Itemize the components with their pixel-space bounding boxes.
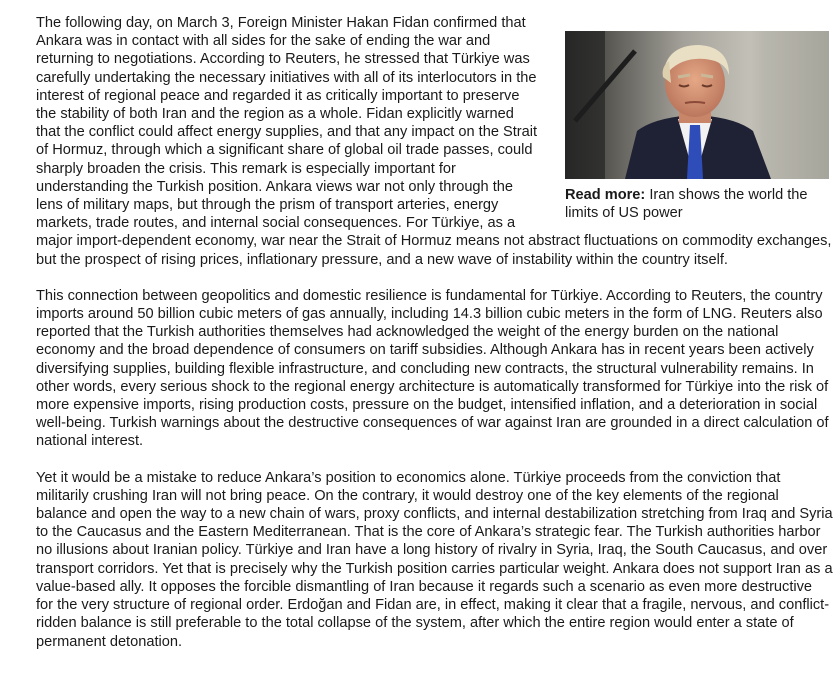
read-more-caption[interactable] [565, 186, 829, 222]
article-photo[interactable] [565, 31, 829, 179]
read-more-box [565, 31, 829, 222]
portrait-image [565, 31, 829, 179]
paragraph-1: The following day, on March 3, Foreign Minister Hakan Fidan confirmed that Ankara was in contact with all sides for the sake of ending the war and returning to negotiations. According to Reuters, he stressed that Türkiye was carefully undertaking the necessary initiatives with all of its interlocutors in the interest of regional peace and regarded it as critically important to preserve the stability of both Iran and the region as a whole. Fidan explicitly warned that the conflict could affect energy supplies, and that any impact on the Strait of Hormuz, through which a significant share of global oil trade passes, could sharply broaden the crisis. This remark is especially important for understanding the Turkish position. Ankara views war not only through the lens of military maps, but through the prism of transport arteries, energy markets, trade routes, and internal social consequences. For Türkiye, as a major import-dependent economy, war near the Strait of Hormuz means not abstract fluctuations on commodity exchanges, but the prospect of rising prices, inflationary pressure, and a new wave of instability within the country itself. [36, 15, 832, 268]
read-more-link[interactable]: Iran shows the world the limits of US power [565, 187, 808, 222]
paragraph-2: This connection between geopolitics and domestic resilience is fundamental for Türkiye. According to Reuters, the country imports around 50 billion cubic meters of gas annually, including 14.3 billion cubic meters in the form of LNG. Reuters also reported that the Turkish authorities themselves had acknowledged the weight of the energy burden on the national economy and the broad dependence of consumers on tariff subsidies. Although Ankara has in recent years been actively diversifying supplies, building flexible infrastructure, and concluding new contracts, the structural vulnerability remains. In other words, every serious shock to the regional energy architecture is automatically transformed for Türkiye into the risk of more expensive imports, rising production costs, pressure on the budget, intensified inflation, and a deterioration in social well-being. Turkish warnings about the destructive consequences of war against Iran are grounded in a direct calculation of national interest. [36, 287, 829, 450]
article-body [36, 14, 833, 669]
paragraph-3: Yet it would be a mistake to reduce Ankara’s position to economics alone. Türkiye proceeds from the conviction that militarily crushing Iran will not bring peace. On the contrary, it would destroy one of the key elements of the regional balance and open the way to a new chain of wars, proxy conflicts, and internal destabilization stretching from Iraq and Syria to the Caucasus and the Eastern Mediterranean. That is the core of Ankara’s strategic fear. The Turkish authorities harbor no illusions about Iranian policy. Türkiye and Iran have a long history of rivalry in Syria, Iraq, the South Caucasus, and over transport corridors. Yet that is precisely why the Turkish position carries particular weight. Ankara does not support Iran as a value-based ally. It opposes the forcible dismantling of Iran because it regards such a scenario as even more destructive for the very structure of regional order. Erdoğan and Fidan are, in effect, making it clear that a fragile, nervous, and conflict-ridden balance is still preferable to the total collapse of the system, after which the entire region would enter a state of permanent detonation. [36, 469, 833, 650]
read-more-label: Read more: [565, 187, 646, 203]
